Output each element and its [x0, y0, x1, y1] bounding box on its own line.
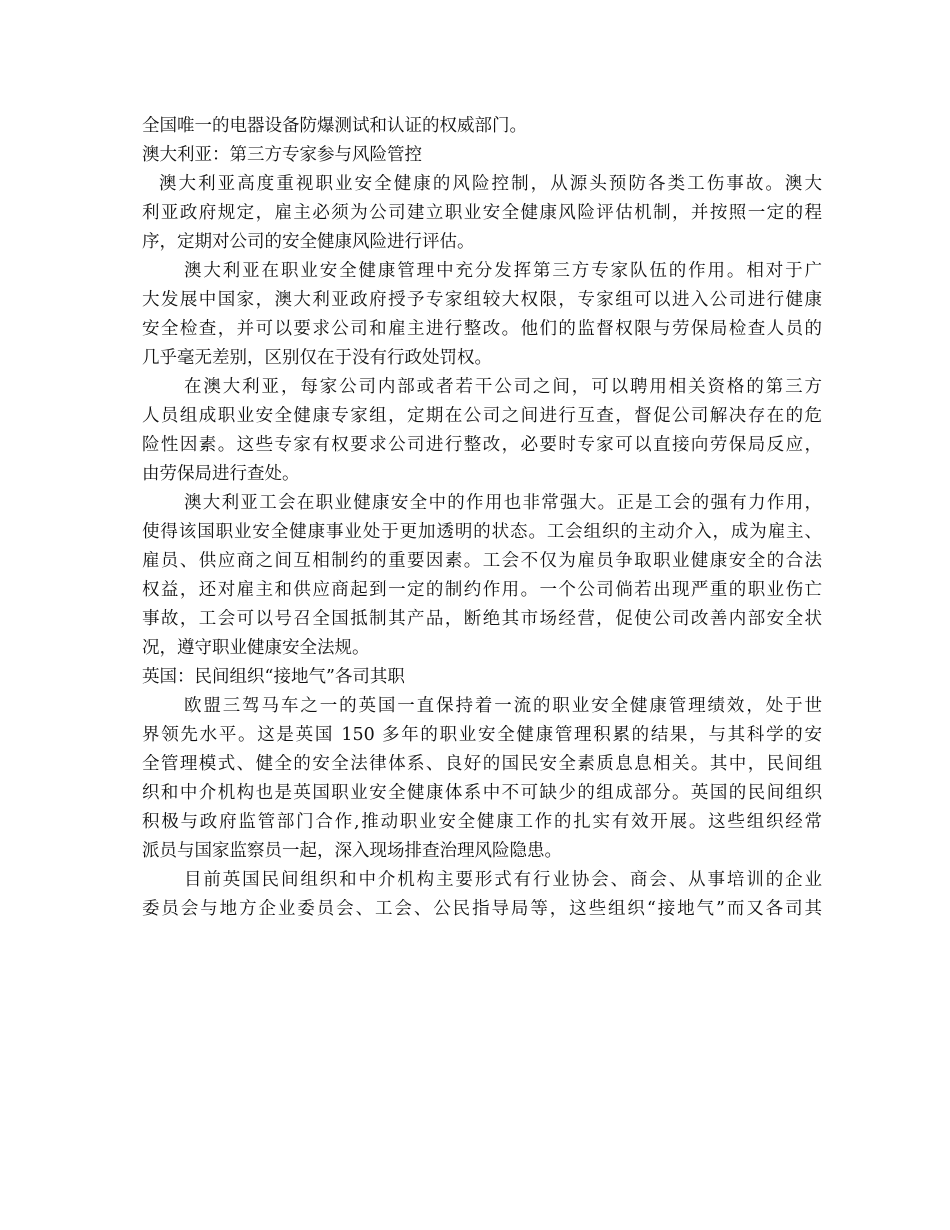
section-heading-australia: 澳大利亚：第三方专家参与风险管控 — [142, 145, 422, 165]
text-line: 大发展中国家，澳大利亚政府授予专家组较大权限，专家组可以进入公司进行健康 — [142, 290, 822, 310]
text-line: 安全检查，并可以要求公司和雇主进行整改。他们的监督权限与劳保局检查人员的 — [142, 319, 822, 339]
text-line: 积极与政府监管部门合作,推动职业安全健康工作的扎实有效开展。这些组织经常 — [142, 812, 822, 832]
text-line: 界领先水平。这是英国 150 多年的职业安全健康管理积累的结果，与其科学的安 — [142, 725, 822, 745]
text-line: 利亚政府规定，雇主必须为公司建立职业安全健康风险评估机制，并按照一定的程 — [142, 203, 822, 223]
document-body — [142, 112, 822, 924]
text-line: 雇员、供应商之间互相制约的重要因素。工会不仅为雇员争取职业健康安全的合法 — [142, 551, 822, 571]
text-line: 全国唯一的电器设备防爆测试和认证的权威部门。 — [142, 116, 527, 136]
text-line: 几乎毫无差别，区别仅在于没有行政处罚权。 — [142, 348, 492, 368]
text-line: 序，定期对公司的安全健康风险进行评估。 — [142, 232, 475, 252]
text-line: 委员会与地方企业委员会、工会、公民指导局等，这些组织“接地气”而又各司其 — [142, 899, 822, 919]
text-line: 派员与国家监察员一起，深入现场排查治理风险隐患。 — [142, 841, 562, 861]
text-line: 险性因素。这些专家有权要求公司进行整改，必要时专家可以直接向劳保局反应， — [142, 435, 822, 455]
text-line: 在澳大利亚，每家公司内部或者若干公司之间，可以聘用相关资格的第三方 — [184, 377, 822, 397]
text-line: 使得该国职业安全健康事业处于更加透明的状态。工会组织的主动介入，成为雇主、 — [142, 522, 822, 542]
text-line: 目前英国民间组织和中介机构主要形式有行业协会、商会、从事培训的企业 — [184, 870, 822, 890]
text-line: 织和中介机构也是英国职业安全健康体系中不可缺少的组成部分。英国的民间组织 — [142, 783, 822, 803]
text-line: 澳大利亚在职业安全健康管理中充分发挥第三方专家队伍的作用。相对于广 — [184, 261, 822, 281]
text-line: 全管理模式、健全的安全法律体系、良好的国民安全素质息息相关。其中，民间组 — [142, 754, 822, 774]
text-line: 澳大利亚高度重视职业安全健康的风险控制，从源头预防各类工伤事故。澳大 — [159, 174, 822, 194]
text-line: 欧盟三驾马车之一的英国一直保持着一流的职业安全健康管理绩效，处于世 — [184, 696, 822, 716]
text-line: 权益，还对雇主和供应商起到一定的制约作用。一个公司倘若出现严重的职业伤亡 — [142, 580, 822, 600]
text-line: 况，遵守职业健康安全法规。 — [142, 638, 370, 658]
section-heading-uk: 英国：民间组织“接地气”各司其职 — [142, 667, 405, 687]
text-line: 澳大利亚工会在职业健康安全中的作用也非常强大。正是工会的强有力作用， — [184, 493, 822, 513]
text-line: 人员组成职业安全健康专家组，定期在公司之间进行互查，督促公司解决存在的危 — [142, 406, 822, 426]
text-line: 事故，工会可以号召全国抵制其产品，断绝其市场经营，促使公司改善内部安全状 — [142, 609, 822, 629]
text-line: 由劳保局进行查处。 — [142, 464, 300, 484]
